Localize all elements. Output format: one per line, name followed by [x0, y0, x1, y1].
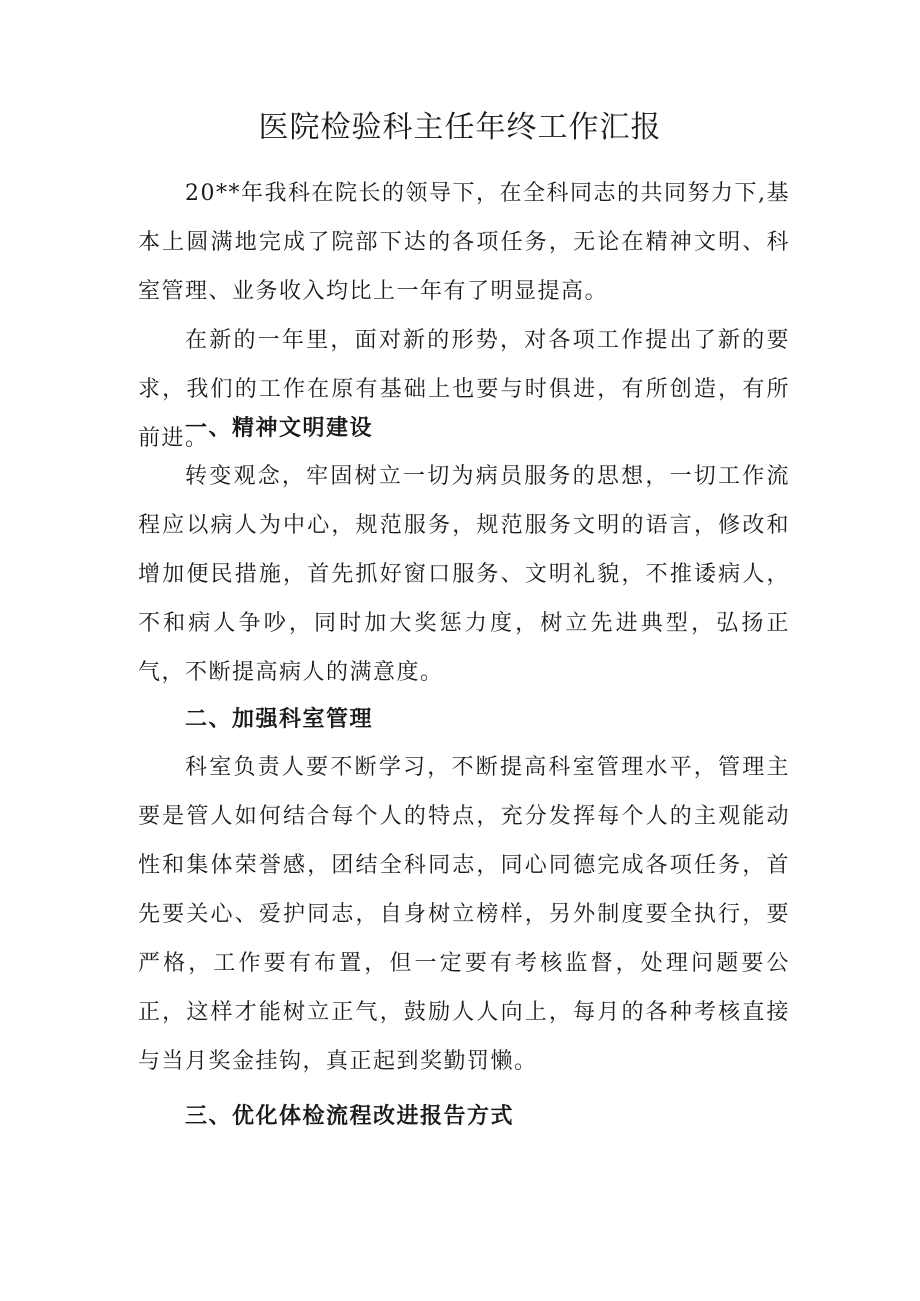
section-2-heading: 二、加强科室管理 — [185, 706, 374, 732]
section-2-body: 科室负责人要不断学习，不断提高科室管理水平，管理主要是管人如何结合每个人的特点，充分发挥每个人的主观能动性和集体荣誉感，团结全科同志，同心同德完成各项任务，首先要关心、爱护同志，自身树立榜样，另外制度要全执行，要严格，工作要有布置，但一定要有考核监督，处理问题要公正，这样才能树立正气，鼓励人人向上，每月的各种考核直接与当月奖金挂钩，真正起到奖勤罚懒。 — [138, 755, 790, 1074]
section-1-heading: 一、精神文明建设 — [185, 415, 374, 441]
section-1-body: 转变观念，牢固树立一切为病员服务的思想，一切工作流程应以病人为中心，规范服务，规范服务文明的语言，修改和增加便民措施，首先抓好窗口服务、文明礼貌，不推诿病人，不和病人争吵，同时加大奖惩力度，树立先进典型，弘扬正气，不断提高病人的满意度。 — [138, 464, 790, 685]
intro-paragraph: 20**年我科在院长的领导下，在全科同志的共同努力下,基本上圆满地完成了院部下达的各项任务，无论在精神文明、科室管理、业务收入均比上一年有了明显提高。 — [138, 181, 790, 304]
document-title: 医院检验科主任年终工作汇报 — [258, 110, 662, 145]
section-3-heading: 三、优化体检流程改进报告方式 — [185, 1103, 515, 1129]
second-paragraph: 在新的一年里，面对新的形势，对各项工作提出了新的要求，我们的工作在原有基础上也要与时俱进，有所创造，有所前进。 — [138, 328, 790, 451]
